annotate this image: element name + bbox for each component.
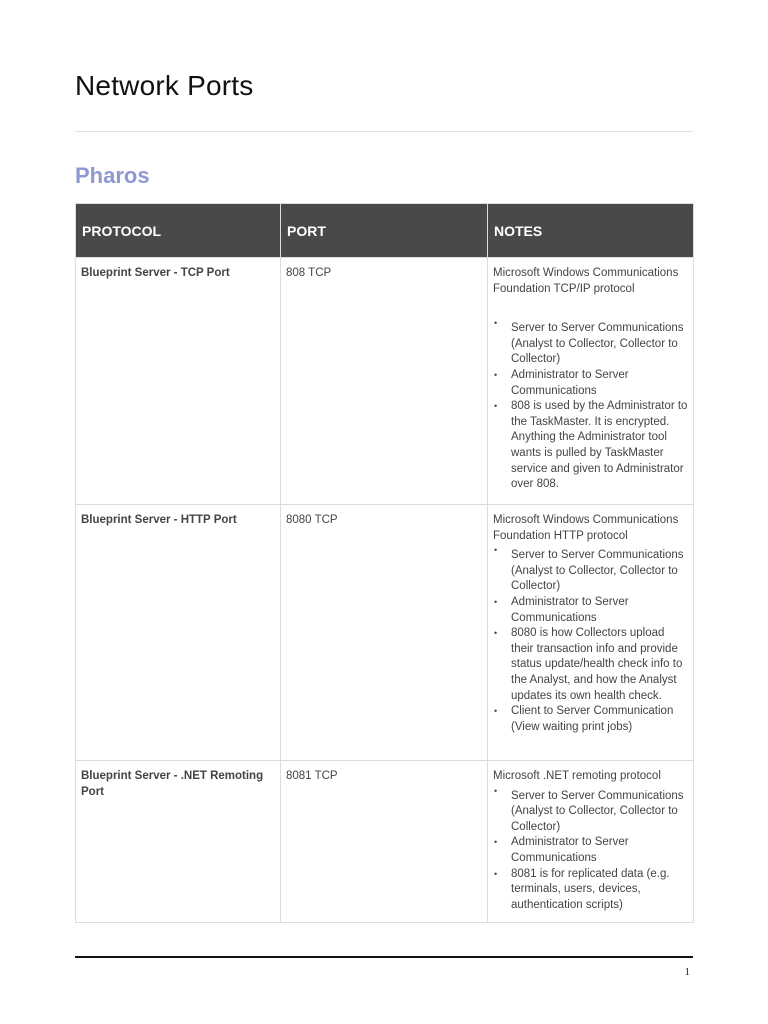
notes-intro: Microsoft Windows Communications Foundation TCP/IP protocol [493,267,679,295]
list-item [493,626,688,704]
table-row [76,258,694,505]
bullet-icon: • [494,401,498,412]
protocol-cell: Blueprint Server - HTTP Port [76,505,281,761]
header-protocol: PROTOCOL [76,204,281,258]
notes-intro: Microsoft .NET remoting protocol [493,770,661,782]
table-row [76,761,694,923]
notes-cell [488,761,694,923]
list-item-text: Administrator to Server Communications [511,595,629,624]
list-item [493,867,688,914]
list-item [493,368,688,399]
list-item-text: Server to Server Communications (Analyst to Collector, Collector to Collector) [511,789,684,833]
list-item-text: Administrator to Server Communications [511,836,629,864]
list-item [493,704,688,735]
page-number: 1 [684,966,690,978]
port-cell: 808 TCP [281,258,488,505]
bullet-icon: • [494,318,498,329]
table-row [76,505,694,761]
port-cell: 8080 TCP [281,505,488,761]
protocol-cell: Blueprint Server - TCP Port [76,258,281,505]
network-ports-table [75,203,694,923]
list-item-text: Client to Server Communication (View waiting print jobs) [511,705,674,733]
list-item [493,318,688,368]
list-item-text: 8080 is how Collectors upload their transaction info and provide status update/health check info to the Analyst, and how the Analyst updates its own health check. [511,627,683,702]
list-item-text: 8081 is for replicated data (e.g. terminals, users, devices, authentication scripts) [511,867,670,911]
list-item-text: Administrator to Server Communications [511,368,629,397]
list-item [493,835,688,866]
notes-list [493,545,688,735]
bullet-icon: • [494,628,498,639]
bullet-icon: • [494,706,498,717]
bullet-icon: • [494,785,498,796]
list-item-text: Server to Server Communications (Analyst to Collector, Collector to Collector) [511,322,684,366]
header-notes: NOTES [488,204,694,258]
page-title: Network Ports [75,70,254,101]
notes-list [493,785,688,914]
bullet-icon: • [494,837,498,848]
list-item [493,785,688,836]
header-port: PORT [281,204,488,258]
bullet-icon: • [494,545,498,556]
list-item-text: Server to Server Communications (Analyst to Collector, Collector to Collector) [511,549,684,593]
section-title: Pharos [75,163,150,188]
bullet-icon: • [494,868,498,879]
footer-divider [75,956,693,958]
notes-cell [488,505,694,761]
list-item [493,399,688,493]
list-item [493,595,688,626]
port-cell: 8081 TCP [281,761,488,923]
list-item-text: 808 is used by the Administrator to the TaskMaster. It is encrypted. Anything the Administrator tool wants is pulled by TaskMaster service and given to Administrator over 808. [511,400,688,491]
protocol-cell: Blueprint Server - .NET Remoting Port [76,761,281,923]
bullet-icon: • [494,596,498,607]
notes-intro: Microsoft Windows Communications Foundation HTTP protocol [493,514,679,542]
notes-cell [488,258,694,505]
list-item [493,545,688,595]
bullet-icon: • [494,369,498,380]
title-divider [75,131,693,132]
notes-list [493,318,688,493]
table-header-row [76,204,694,258]
